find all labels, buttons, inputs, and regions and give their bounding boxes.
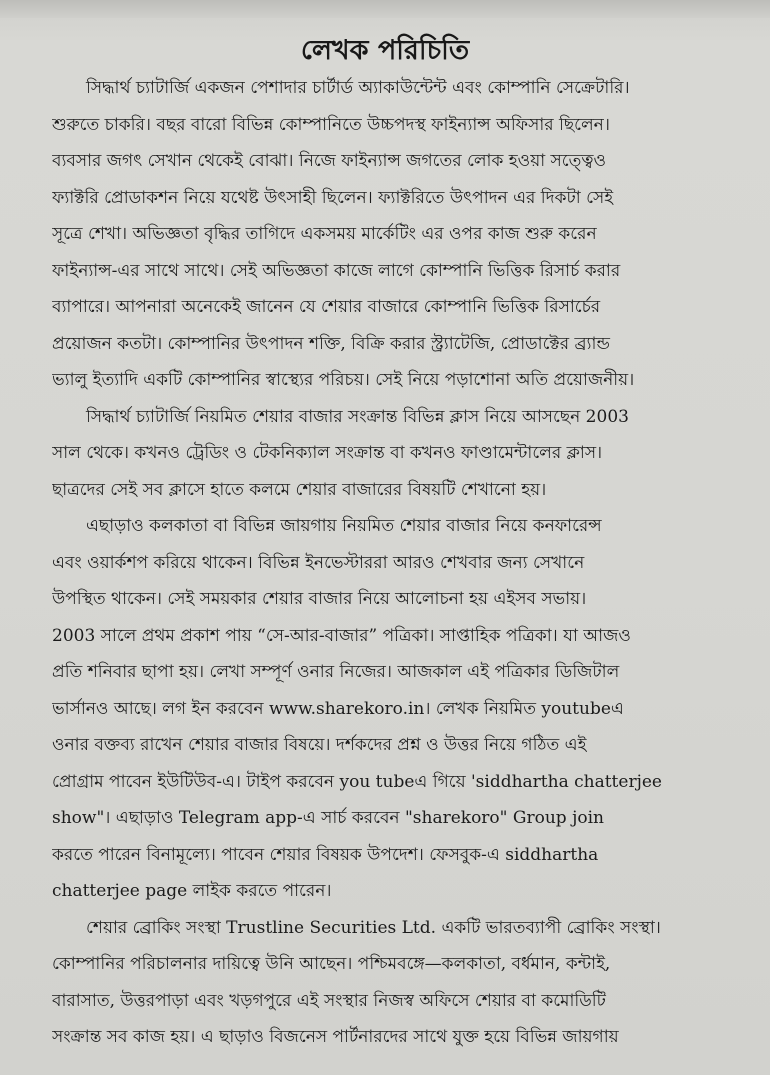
text-line: এছাড়াও কলকাতা বা বিভিন্ন জায়গায় নিয়মিত শেয়ার বাজার নিয়ে কনফারেন্স <box>86 516 602 536</box>
text-line: ব্যাপারে। আপনারা অনেকেই জানেন যে শেয়ার বাজারে কোম্পানি ভিত্তিক রিসার্চের <box>52 297 601 317</box>
text-line: ব্যবসার জগৎ সেখান থেকেই বোঝা। নিজে ফাইন্যান্স জগতের লোক হওয়া সত্ত্বেও <box>52 151 606 171</box>
text-line: সাল থেকে। কখনও ট্রেডিং ও টেকনিক্যাল সংক্রান্ত বা কখনও ফাণ্ডামেন্টালের ক্লাস। <box>52 443 603 463</box>
text-line: সিদ্ধার্থ চ্যাটার্জি একজন পেশাদার চার্টার্ড অ্যাকাউন্টেন্ট এবং কোম্পানি সেক্রেটারি। <box>86 78 630 98</box>
page-body <box>52 70 712 1056</box>
text-line: উপস্থিত থাকেন। সেই সময়কার শেয়ার বাজার নিয়ে আলোচনা হয় এইসব সভায়। <box>52 589 587 609</box>
text-line: 2003 সালে প্রথম প্রকাশ পায় “সে-আর-বাজার” পত্রিকা। সাপ্তাহিক পত্রিকা। যা আজও <box>52 625 631 646</box>
text-line: কোম্পানির পরিচালনার দায়িত্বে উনি আছেন। পশ্চিমবঙ্গে—কলকাতা, বর্ধমান, কন্টাই, <box>52 954 611 974</box>
text-line: এবং ওয়ার্কশপ করিয়ে থাকেন। বিভিন্ন ইনভেস্টাররা আরও শেখবার জন্য সেখানে <box>52 552 585 573</box>
page-title: লেখক পরিচিতি <box>300 35 470 66</box>
paragraph-1 <box>52 70 712 399</box>
text-line: show"। এছাড়াও Telegram app-এ সার্চ করবেন "sharekoro" Group join <box>52 808 604 828</box>
text-line: শেয়ার ব্রোকিং সংস্থা Trustline Securities Ltd. একটি ভারতব্যাপী ব্রোকিং সংস্থা। <box>86 917 661 938</box>
text-line: সিদ্ধার্থ চ্যাটার্জি নিয়মিত শেয়ার বাজার সংক্রান্ত বিভিন্ন ক্লাস নিয়ে আসছেন 2003 <box>86 406 629 427</box>
text-line: ভার্সানও আছে। লগ ইন করবেন www.sharekoro.in। লেখক নিয়মিত youtubeএ <box>52 698 624 719</box>
page-top-edge <box>0 0 770 18</box>
text-line: ছাত্রদের সেই সব ক্লাসে হাতে কলমে শেয়ার বাজারের বিষয়টি শেখানো হয়। <box>52 479 547 500</box>
text-line: ভ্যালু ইত্যাদি একটি কোম্পানির স্বাস্থ্যের পরিচয়। সেই নিয়ে পড়াশোনা অতি প্রয়োজনীয়। <box>52 370 635 390</box>
paragraph-3 <box>52 508 712 910</box>
text-line: সংক্রান্ত সব কাজ হয়। এ ছাড়াও বিজনেস পার্টনারদের সাথে যুক্ত হয়ে বিভিন্ন জায়গায় <box>52 1027 619 1047</box>
text-line: প্রতি শনিবার ছাপা হয়। লেখা সম্পূর্ণ ওনার নিজের। আজকাল এই পত্রিকার ডিজিটাল <box>52 662 620 682</box>
text-line: সূত্রে শেখা। অভিজ্ঞতা বৃদ্ধির তাগিদে একসময় মার্কেটিং এর ওপর কাজ শুরু করেন <box>52 224 597 244</box>
paragraph-4 <box>52 910 712 1056</box>
text-line: প্রোগ্রাম পাবেন ইউটিউব-এ। টাইপ করবেন you tubeএ গিয়ে 'siddhartha chatterjee <box>52 771 662 792</box>
text-line: ফ্যাক্টরি প্রোডাকশন নিয়ে যথেষ্ট উৎসাহী ছিলেন। ফ্যাক্টরিতে উৎপাদন এর দিকটা সেই <box>52 187 614 208</box>
paragraph-2 <box>52 399 712 509</box>
text-line: বারাসাত, উত্তরপাড়া এবং খড়গপুরে এই সংস্থার নিজস্ব অফিসে শেয়ার বা কমোডিটি <box>52 990 606 1011</box>
text-line: ফাইন্যান্স-এর সাথে সাথে। সেই অভিজ্ঞতা কাজে লাগে কোম্পানি ভিত্তিক রিসার্চ করার <box>52 260 621 281</box>
text-line: প্রয়োজন কতটা। কোম্পানির উৎপাদন শক্তি, বিক্রি করার স্ট্র্যাটেজি, প্রোডাক্টের ব্র্যান্ড <box>52 333 610 354</box>
text-line: করতে পারেন বিনামূল্যে। পাবেন শেয়ার বিষয়ক উপদেশ। ফেসবুক-এ siddhartha <box>52 844 599 865</box>
text-line: শুরুতে চাকরি। বছর বারো বিভিন্ন কোম্পানিতে উচ্চপদস্থ ফাইন্যান্স অফিসার ছিলেন। <box>52 114 610 135</box>
text-line: chatterjee page লাইক করতে পারেন। <box>52 881 332 901</box>
text-line: ওনার বক্তব্য রাখেন শেয়ার বাজার বিষয়ে। দর্শকদের প্রশ্ন ও উত্তর নিয়ে গঠিত এই <box>52 735 587 755</box>
